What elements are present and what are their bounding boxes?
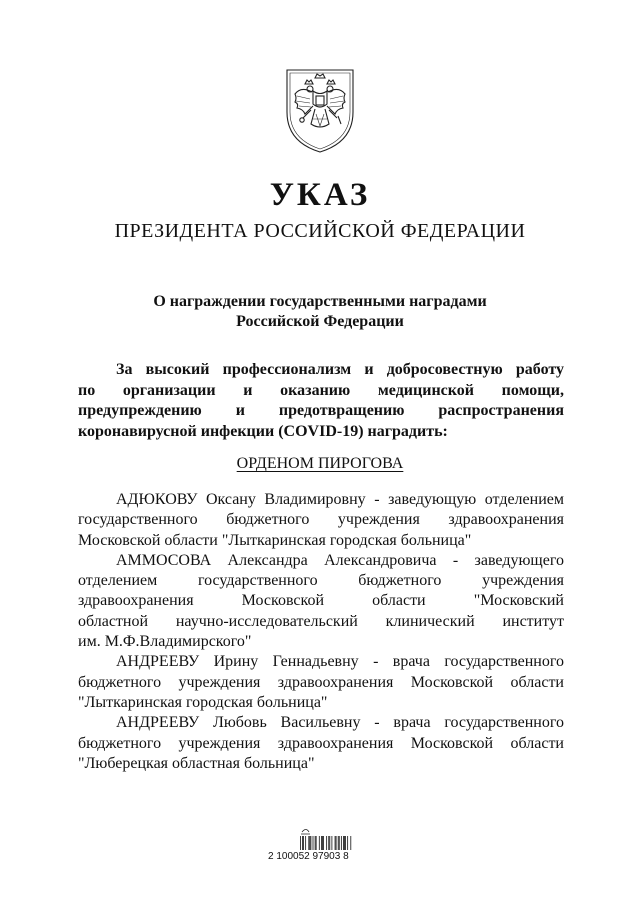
awardee-entry	[78, 490, 564, 551]
heading-line: О награждении государственными наградами	[153, 293, 487, 310]
document-title: УКАЗ	[269, 177, 371, 213]
awardee-entry	[78, 713, 564, 774]
awardee-line: "Лыткаринская городская больница"	[78, 693, 328, 711]
awardee-line: "Люберецкая областная больница"	[78, 754, 315, 772]
awardee-line: им. М.Ф.Владимирского"	[78, 633, 252, 651]
document-subtitle: ПРЕЗИДЕНТА РОССИЙСКОЙ ФЕДЕРАЦИИ	[114, 220, 526, 242]
awardee-line: государственного бюджетного учреждения здравоохранения	[78, 511, 564, 529]
awardee-entry	[78, 652, 564, 713]
decree-preamble	[78, 360, 564, 442]
awardee-line: АММОСОВА Александра Александровича - заведующего	[116, 551, 564, 569]
awardee-line: областной научно-исследовательский клинический институт	[78, 612, 564, 630]
order-name	[0, 453, 640, 475]
russian-coat-of-arms-icon	[283, 64, 357, 154]
awardee-line: бюджетного учреждения здравоохранения Московской области	[78, 734, 564, 752]
heading-line: Российской Федерации	[236, 313, 404, 330]
awardee-line: отделением государственного бюджетного учреждения	[78, 572, 564, 590]
order-name-text: ОРДЕНОМ ПИРОГОВА	[236, 455, 404, 472]
awardee-line: Московской области "Лыткаринская городская больница"	[78, 531, 472, 549]
decree-heading	[0, 292, 640, 332]
awardee-list	[78, 490, 564, 774]
preamble-line: предупреждению и предотвращению распространения	[78, 402, 564, 419]
awardee-line: здравоохранения Московской области "Московский	[78, 592, 564, 610]
preamble-line: коронавирусной инфекции (COVID-19) наградить:	[78, 422, 448, 440]
awardee-entry	[78, 551, 564, 652]
awardee-line: АНДРЕЕВУ Любовь Васильевну - врача государственного	[116, 714, 564, 732]
preamble-line: За высокий профессионализм и добросовестную работу	[116, 361, 564, 378]
barcode-number: 2 100052 97903 8	[268, 851, 349, 862]
preamble-line: по организации и оказанию медицинской помощи,	[78, 381, 564, 399]
awardee-line: АНДРЕЕВУ Ирину Геннадьевну - врача государственного	[116, 653, 564, 671]
awardee-line: АДЮКОВУ Оксану Владимировну - заведующую отделением	[116, 491, 564, 508]
awardee-line: бюджетного учреждения здравоохранения Московской области	[78, 673, 564, 691]
